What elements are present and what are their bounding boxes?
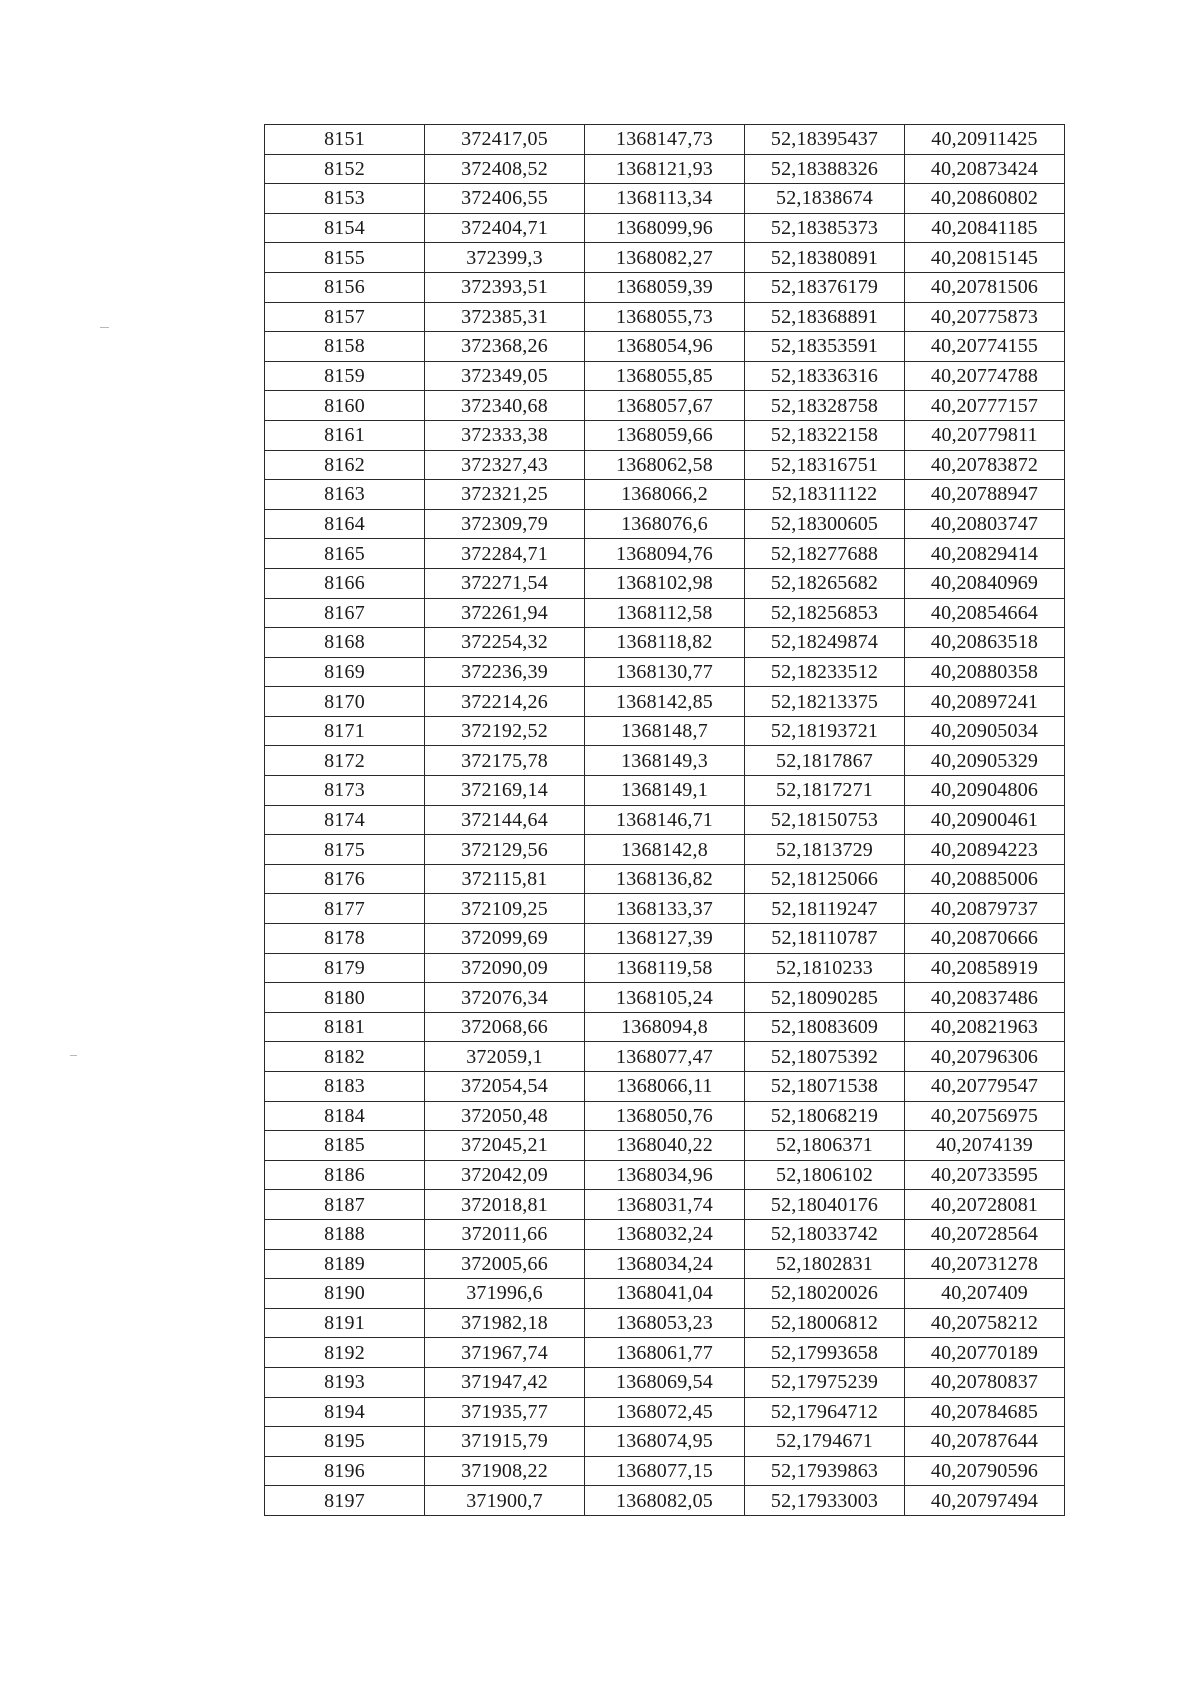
latitude-cell: 52,18090285 <box>745 983 905 1013</box>
x-coordinate-cell: 372254,32 <box>425 628 585 658</box>
longitude-cell: 40,20905329 <box>905 746 1065 776</box>
longitude-cell: 40,20728081 <box>905 1190 1065 1220</box>
y-coordinate-cell: 1368066,2 <box>585 480 745 510</box>
table-row <box>265 450 1065 480</box>
latitude-cell: 52,18150753 <box>745 805 905 835</box>
x-coordinate-cell: 372321,25 <box>425 480 585 510</box>
y-coordinate-cell: 1368112,58 <box>585 598 745 628</box>
longitude-cell: 40,20841185 <box>905 213 1065 243</box>
longitude-cell: 40,20774788 <box>905 361 1065 391</box>
y-coordinate-cell: 1368055,85 <box>585 361 745 391</box>
y-coordinate-cell: 1368061,77 <box>585 1338 745 1368</box>
x-coordinate-cell: 372368,26 <box>425 332 585 362</box>
longitude-cell: 40,20779547 <box>905 1072 1065 1102</box>
latitude-cell: 52,1813729 <box>745 835 905 865</box>
y-coordinate-cell: 1368041,04 <box>585 1279 745 1309</box>
table-row <box>265 361 1065 391</box>
y-coordinate-cell: 1368031,74 <box>585 1190 745 1220</box>
y-coordinate-cell: 1368077,15 <box>585 1456 745 1486</box>
latitude-cell: 52,18265682 <box>745 568 905 598</box>
longitude-cell: 40,20873424 <box>905 154 1065 184</box>
x-coordinate-cell: 372340,68 <box>425 391 585 421</box>
y-coordinate-cell: 1368054,96 <box>585 332 745 362</box>
latitude-cell: 52,1817867 <box>745 746 905 776</box>
x-coordinate-cell: 372349,05 <box>425 361 585 391</box>
latitude-cell: 52,18040176 <box>745 1190 905 1220</box>
x-coordinate-cell: 371967,74 <box>425 1338 585 1368</box>
y-coordinate-cell: 1368057,67 <box>585 391 745 421</box>
table-row <box>265 391 1065 421</box>
x-coordinate-cell: 371996,6 <box>425 1279 585 1309</box>
y-coordinate-cell: 1368133,37 <box>585 894 745 924</box>
longitude-cell: 40,20870666 <box>905 924 1065 954</box>
longitude-cell: 40,20900461 <box>905 805 1065 835</box>
table-row <box>265 924 1065 954</box>
x-coordinate-cell: 372076,34 <box>425 983 585 1013</box>
latitude-cell: 52,18353591 <box>745 332 905 362</box>
point-number-cell: 8184 <box>265 1101 425 1131</box>
longitude-cell: 40,20731278 <box>905 1249 1065 1279</box>
x-coordinate-cell: 372068,66 <box>425 1012 585 1042</box>
longitude-cell: 40,20777157 <box>905 391 1065 421</box>
longitude-cell: 40,20780837 <box>905 1367 1065 1397</box>
y-coordinate-cell: 1368040,22 <box>585 1131 745 1161</box>
table-row <box>265 716 1065 746</box>
latitude-cell: 52,1810233 <box>745 953 905 983</box>
table-row <box>265 302 1065 332</box>
table-row <box>265 1101 1065 1131</box>
x-coordinate-cell: 372175,78 <box>425 746 585 776</box>
table-row <box>265 1308 1065 1338</box>
x-coordinate-cell: 372059,1 <box>425 1042 585 1072</box>
table-row <box>265 864 1065 894</box>
point-number-cell: 8183 <box>265 1072 425 1102</box>
longitude-cell: 40,20733595 <box>905 1160 1065 1190</box>
y-coordinate-cell: 1368053,23 <box>585 1308 745 1338</box>
y-coordinate-cell: 1368099,96 <box>585 213 745 243</box>
table-row <box>265 1072 1065 1102</box>
y-coordinate-cell: 1368147,73 <box>585 125 745 155</box>
x-coordinate-cell: 372309,79 <box>425 509 585 539</box>
y-coordinate-cell: 1368127,39 <box>585 924 745 954</box>
table-row <box>265 1012 1065 1042</box>
x-coordinate-cell: 372144,64 <box>425 805 585 835</box>
latitude-cell: 52,18376179 <box>745 272 905 302</box>
x-coordinate-cell: 372042,09 <box>425 1160 585 1190</box>
longitude-cell: 40,20784685 <box>905 1397 1065 1427</box>
y-coordinate-cell: 1368066,11 <box>585 1072 745 1102</box>
x-coordinate-cell: 372327,43 <box>425 450 585 480</box>
point-number-cell: 8175 <box>265 835 425 865</box>
y-coordinate-cell: 1368034,24 <box>585 1249 745 1279</box>
point-number-cell: 8160 <box>265 391 425 421</box>
table-row <box>265 568 1065 598</box>
latitude-cell: 52,17939863 <box>745 1456 905 1486</box>
point-number-cell: 8196 <box>265 1456 425 1486</box>
x-coordinate-cell: 372406,55 <box>425 184 585 214</box>
y-coordinate-cell: 1368094,8 <box>585 1012 745 1042</box>
table-row <box>265 746 1065 776</box>
point-number-cell: 8192 <box>265 1338 425 1368</box>
point-number-cell: 8162 <box>265 450 425 480</box>
latitude-cell: 52,18033742 <box>745 1219 905 1249</box>
table-row <box>265 1131 1065 1161</box>
table-row <box>265 1338 1065 1368</box>
table-row <box>265 1160 1065 1190</box>
latitude-cell: 52,18256853 <box>745 598 905 628</box>
longitude-cell: 40,20880358 <box>905 657 1065 687</box>
latitude-cell: 52,1802831 <box>745 1249 905 1279</box>
y-coordinate-cell: 1368142,8 <box>585 835 745 865</box>
point-number-cell: 8167 <box>265 598 425 628</box>
point-number-cell: 8151 <box>265 125 425 155</box>
table-row <box>265 125 1065 155</box>
point-number-cell: 8168 <box>265 628 425 658</box>
y-coordinate-cell: 1368142,85 <box>585 687 745 717</box>
table-row <box>265 835 1065 865</box>
table-row <box>265 509 1065 539</box>
table-row <box>265 1279 1065 1309</box>
x-coordinate-cell: 371947,42 <box>425 1367 585 1397</box>
latitude-cell: 52,18380891 <box>745 243 905 273</box>
coordinates-table <box>264 124 1065 1516</box>
x-coordinate-cell: 372129,56 <box>425 835 585 865</box>
x-coordinate-cell: 372090,09 <box>425 953 585 983</box>
longitude-cell: 40,20797494 <box>905 1486 1065 1516</box>
x-coordinate-cell: 372214,26 <box>425 687 585 717</box>
table-row <box>265 894 1065 924</box>
point-number-cell: 8158 <box>265 332 425 362</box>
longitude-cell: 40,20815145 <box>905 243 1065 273</box>
latitude-cell: 52,18385373 <box>745 213 905 243</box>
x-coordinate-cell: 371935,77 <box>425 1397 585 1427</box>
table-row <box>265 213 1065 243</box>
y-coordinate-cell: 1368062,58 <box>585 450 745 480</box>
point-number-cell: 8181 <box>265 1012 425 1042</box>
latitude-cell: 52,17933003 <box>745 1486 905 1516</box>
x-coordinate-cell: 372404,71 <box>425 213 585 243</box>
scan-mark <box>70 1055 77 1056</box>
point-number-cell: 8159 <box>265 361 425 391</box>
latitude-cell: 52,17975239 <box>745 1367 905 1397</box>
longitude-cell: 40,20905034 <box>905 716 1065 746</box>
point-number-cell: 8164 <box>265 509 425 539</box>
y-coordinate-cell: 1368072,45 <box>585 1397 745 1427</box>
latitude-cell: 52,18071538 <box>745 1072 905 1102</box>
longitude-cell: 40,20821963 <box>905 1012 1065 1042</box>
table-row <box>265 687 1065 717</box>
x-coordinate-cell: 372050,48 <box>425 1101 585 1131</box>
longitude-cell: 40,20779811 <box>905 420 1065 450</box>
y-coordinate-cell: 1368034,96 <box>585 1160 745 1190</box>
latitude-cell: 52,18233512 <box>745 657 905 687</box>
latitude-cell: 52,18336316 <box>745 361 905 391</box>
table-row <box>265 154 1065 184</box>
y-coordinate-cell: 1368130,77 <box>585 657 745 687</box>
y-coordinate-cell: 1368121,93 <box>585 154 745 184</box>
point-number-cell: 8163 <box>265 480 425 510</box>
point-number-cell: 8172 <box>265 746 425 776</box>
table-row <box>265 1427 1065 1457</box>
latitude-cell: 52,18119247 <box>745 894 905 924</box>
x-coordinate-cell: 372018,81 <box>425 1190 585 1220</box>
x-coordinate-cell: 372045,21 <box>425 1131 585 1161</box>
point-number-cell: 8156 <box>265 272 425 302</box>
y-coordinate-cell: 1368148,7 <box>585 716 745 746</box>
x-coordinate-cell: 372385,31 <box>425 302 585 332</box>
longitude-cell: 40,20775873 <box>905 302 1065 332</box>
y-coordinate-cell: 1368076,6 <box>585 509 745 539</box>
longitude-cell: 40,20840969 <box>905 568 1065 598</box>
point-number-cell: 8195 <box>265 1427 425 1457</box>
longitude-cell: 40,20879737 <box>905 894 1065 924</box>
table-row <box>265 539 1065 569</box>
x-coordinate-cell: 371908,22 <box>425 1456 585 1486</box>
longitude-cell: 40,20756975 <box>905 1101 1065 1131</box>
latitude-cell: 52,17993658 <box>745 1338 905 1368</box>
longitude-cell: 40,20774155 <box>905 332 1065 362</box>
latitude-cell: 52,18020026 <box>745 1279 905 1309</box>
x-coordinate-cell: 371900,7 <box>425 1486 585 1516</box>
latitude-cell: 52,18316751 <box>745 450 905 480</box>
x-coordinate-cell: 372169,14 <box>425 776 585 806</box>
longitude-cell: 40,20885006 <box>905 864 1065 894</box>
longitude-cell: 40,20781506 <box>905 272 1065 302</box>
y-coordinate-cell: 1368050,76 <box>585 1101 745 1131</box>
latitude-cell: 52,18249874 <box>745 628 905 658</box>
y-coordinate-cell: 1368149,1 <box>585 776 745 806</box>
table-row <box>265 272 1065 302</box>
point-number-cell: 8155 <box>265 243 425 273</box>
latitude-cell: 52,18083609 <box>745 1012 905 1042</box>
latitude-cell: 52,18193721 <box>745 716 905 746</box>
table-row <box>265 1249 1065 1279</box>
longitude-cell: 40,20854664 <box>905 598 1065 628</box>
longitude-cell: 40,20790596 <box>905 1456 1065 1486</box>
longitude-cell: 40,207409 <box>905 1279 1065 1309</box>
x-coordinate-cell: 372115,81 <box>425 864 585 894</box>
latitude-cell: 52,18068219 <box>745 1101 905 1131</box>
x-coordinate-cell: 372005,66 <box>425 1249 585 1279</box>
y-coordinate-cell: 1368146,71 <box>585 805 745 835</box>
x-coordinate-cell: 372333,38 <box>425 420 585 450</box>
point-number-cell: 8185 <box>265 1131 425 1161</box>
table-row <box>265 1456 1065 1486</box>
table-row <box>265 657 1065 687</box>
longitude-cell: 40,20897241 <box>905 687 1065 717</box>
table-row <box>265 953 1065 983</box>
y-coordinate-cell: 1368059,39 <box>585 272 745 302</box>
coordinates-table-body <box>265 125 1065 1516</box>
table-row <box>265 805 1065 835</box>
longitude-cell: 40,20894223 <box>905 835 1065 865</box>
x-coordinate-cell: 372417,05 <box>425 125 585 155</box>
point-number-cell: 8154 <box>265 213 425 243</box>
y-coordinate-cell: 1368113,34 <box>585 184 745 214</box>
y-coordinate-cell: 1368136,82 <box>585 864 745 894</box>
point-number-cell: 8182 <box>265 1042 425 1072</box>
longitude-cell: 40,20858919 <box>905 953 1065 983</box>
longitude-cell: 40,20728564 <box>905 1219 1065 1249</box>
longitude-cell: 40,2074139 <box>905 1131 1065 1161</box>
table-row <box>265 1397 1065 1427</box>
table-row <box>265 1190 1065 1220</box>
latitude-cell: 52,18277688 <box>745 539 905 569</box>
latitude-cell: 52,18006812 <box>745 1308 905 1338</box>
x-coordinate-cell: 372399,3 <box>425 243 585 273</box>
longitude-cell: 40,20911425 <box>905 125 1065 155</box>
point-number-cell: 8173 <box>265 776 425 806</box>
longitude-cell: 40,20863518 <box>905 628 1065 658</box>
point-number-cell: 8174 <box>265 805 425 835</box>
table-row <box>265 1367 1065 1397</box>
latitude-cell: 52,1794671 <box>745 1427 905 1457</box>
y-coordinate-cell: 1368102,98 <box>585 568 745 598</box>
latitude-cell: 52,17964712 <box>745 1397 905 1427</box>
latitude-cell: 52,18328758 <box>745 391 905 421</box>
x-coordinate-cell: 372271,54 <box>425 568 585 598</box>
y-coordinate-cell: 1368055,73 <box>585 302 745 332</box>
y-coordinate-cell: 1368094,76 <box>585 539 745 569</box>
x-coordinate-cell: 372236,39 <box>425 657 585 687</box>
x-coordinate-cell: 372099,69 <box>425 924 585 954</box>
y-coordinate-cell: 1368105,24 <box>585 983 745 1013</box>
table-row <box>265 480 1065 510</box>
table-row <box>265 1042 1065 1072</box>
table-row <box>265 243 1065 273</box>
latitude-cell: 52,18125066 <box>745 864 905 894</box>
point-number-cell: 8171 <box>265 716 425 746</box>
point-number-cell: 8157 <box>265 302 425 332</box>
x-coordinate-cell: 372011,66 <box>425 1219 585 1249</box>
longitude-cell: 40,20758212 <box>905 1308 1065 1338</box>
latitude-cell: 52,1806371 <box>745 1131 905 1161</box>
latitude-cell: 52,18110787 <box>745 924 905 954</box>
y-coordinate-cell: 1368119,58 <box>585 953 745 983</box>
point-number-cell: 8161 <box>265 420 425 450</box>
y-coordinate-cell: 1368118,82 <box>585 628 745 658</box>
x-coordinate-cell: 372192,52 <box>425 716 585 746</box>
table-row <box>265 1219 1065 1249</box>
point-number-cell: 8197 <box>265 1486 425 1516</box>
y-coordinate-cell: 1368082,05 <box>585 1486 745 1516</box>
table-row <box>265 332 1065 362</box>
table-row <box>265 1486 1065 1516</box>
x-coordinate-cell: 372109,25 <box>425 894 585 924</box>
x-coordinate-cell: 371982,18 <box>425 1308 585 1338</box>
point-number-cell: 8191 <box>265 1308 425 1338</box>
latitude-cell: 52,18213375 <box>745 687 905 717</box>
table-row <box>265 184 1065 214</box>
y-coordinate-cell: 1368077,47 <box>585 1042 745 1072</box>
longitude-cell: 40,20860802 <box>905 184 1065 214</box>
longitude-cell: 40,20837486 <box>905 983 1065 1013</box>
point-number-cell: 8187 <box>265 1190 425 1220</box>
point-number-cell: 8194 <box>265 1397 425 1427</box>
point-number-cell: 8179 <box>265 953 425 983</box>
point-number-cell: 8177 <box>265 894 425 924</box>
point-number-cell: 8178 <box>265 924 425 954</box>
longitude-cell: 40,20904806 <box>905 776 1065 806</box>
y-coordinate-cell: 1368069,54 <box>585 1367 745 1397</box>
longitude-cell: 40,20796306 <box>905 1042 1065 1072</box>
latitude-cell: 52,18311122 <box>745 480 905 510</box>
longitude-cell: 40,20803747 <box>905 509 1065 539</box>
point-number-cell: 8180 <box>265 983 425 1013</box>
point-number-cell: 8153 <box>265 184 425 214</box>
latitude-cell: 52,1806102 <box>745 1160 905 1190</box>
point-number-cell: 8190 <box>265 1279 425 1309</box>
longitude-cell: 40,20770189 <box>905 1338 1065 1368</box>
latitude-cell: 52,18075392 <box>745 1042 905 1072</box>
x-coordinate-cell: 371915,79 <box>425 1427 585 1457</box>
x-coordinate-cell: 372054,54 <box>425 1072 585 1102</box>
latitude-cell: 52,18300605 <box>745 509 905 539</box>
latitude-cell: 52,18322158 <box>745 420 905 450</box>
latitude-cell: 52,18395437 <box>745 125 905 155</box>
point-number-cell: 8152 <box>265 154 425 184</box>
x-coordinate-cell: 372261,94 <box>425 598 585 628</box>
longitude-cell: 40,20788947 <box>905 480 1065 510</box>
latitude-cell: 52,18388326 <box>745 154 905 184</box>
latitude-cell: 52,1838674 <box>745 184 905 214</box>
point-number-cell: 8186 <box>265 1160 425 1190</box>
x-coordinate-cell: 372408,52 <box>425 154 585 184</box>
point-number-cell: 8176 <box>265 864 425 894</box>
table-row <box>265 420 1065 450</box>
table-row <box>265 628 1065 658</box>
longitude-cell: 40,20829414 <box>905 539 1065 569</box>
x-coordinate-cell: 372284,71 <box>425 539 585 569</box>
y-coordinate-cell: 1368149,3 <box>585 746 745 776</box>
latitude-cell: 52,1817271 <box>745 776 905 806</box>
point-number-cell: 8165 <box>265 539 425 569</box>
table-row <box>265 776 1065 806</box>
scan-mark <box>100 327 109 328</box>
point-number-cell: 8169 <box>265 657 425 687</box>
x-coordinate-cell: 372393,51 <box>425 272 585 302</box>
longitude-cell: 40,20787644 <box>905 1427 1065 1457</box>
y-coordinate-cell: 1368032,24 <box>585 1219 745 1249</box>
point-number-cell: 8189 <box>265 1249 425 1279</box>
y-coordinate-cell: 1368082,27 <box>585 243 745 273</box>
table-row <box>265 598 1065 628</box>
table-row <box>265 983 1065 1013</box>
y-coordinate-cell: 1368074,95 <box>585 1427 745 1457</box>
point-number-cell: 8166 <box>265 568 425 598</box>
latitude-cell: 52,18368891 <box>745 302 905 332</box>
point-number-cell: 8188 <box>265 1219 425 1249</box>
point-number-cell: 8170 <box>265 687 425 717</box>
longitude-cell: 40,20783872 <box>905 450 1065 480</box>
y-coordinate-cell: 1368059,66 <box>585 420 745 450</box>
point-number-cell: 8193 <box>265 1367 425 1397</box>
